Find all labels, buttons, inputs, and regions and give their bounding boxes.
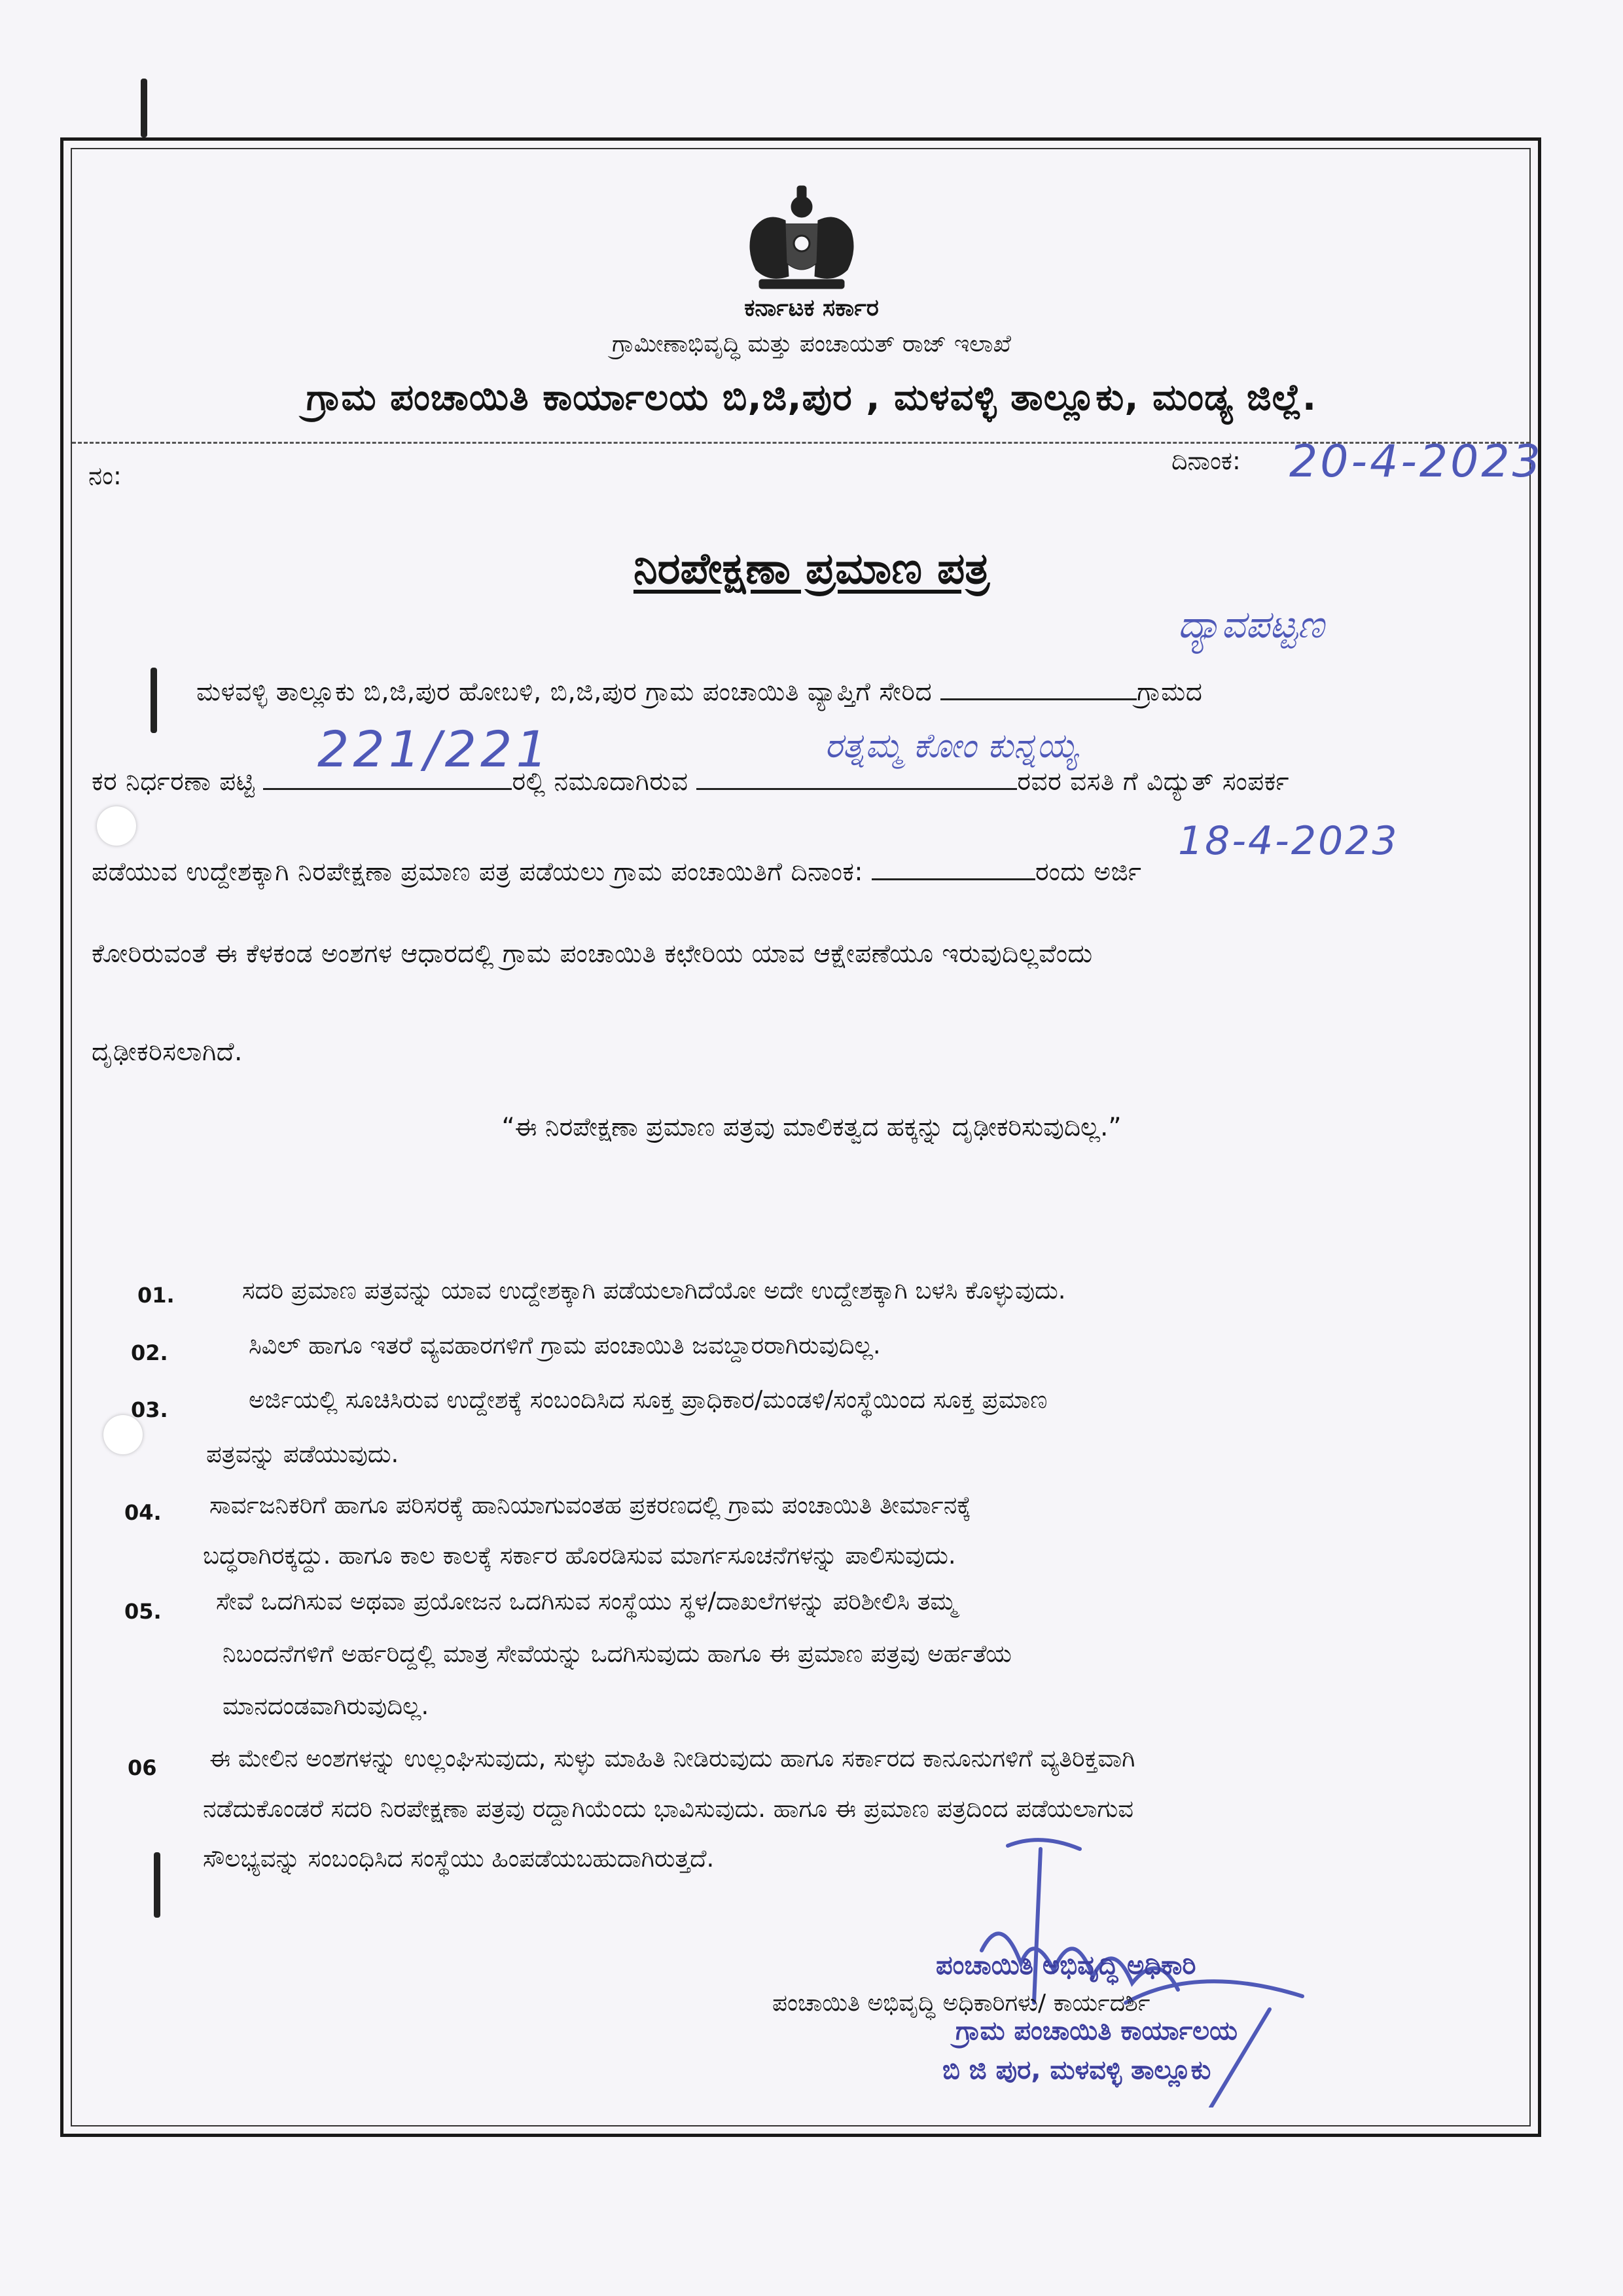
body-line-3 bbox=[92, 857, 1141, 887]
ownership-disclaimer: “ಈ ನಿರಪೇಕ್ಷಣಾ ಪ್ರಮಾಣ ಪತ್ರವು ಮಾಲಿಕತ್ವದ ಹಕ್ಕನ್ನು ದೃಢೀಕರಿಸುವುದಿಲ್ಲ.” bbox=[501, 1113, 1122, 1142]
condition-line: ಪತ್ರವನ್ನು ಪಡೆಯುವುದು. bbox=[206, 1440, 399, 1468]
office-name: ಗ್ರಾಮ ಪಂಚಾಯಿತಿ ಕಾರ್ಯಾಲಯ ಬಿ,ಜಿ,ಪುರ , ಮಳವಳ್ಳಿ ತಾಲ್ಲೂಕು, ಮಂಡ್ಯ ಜಿಲ್ಲೆ. bbox=[306, 376, 1317, 419]
condition-line: ಸದರಿ ಪ್ರಮಾಣ ಪತ್ರವನ್ನು ಯಾವ ಉದ್ದೇಶಕ್ಕಾಗಿ ಪಡೆಯಲಾಗಿದೆಯೋ ಅದೇ ಉದ್ದೇಶಕ್ಕಾಗಿ ಬಳಸಿ ಕೊಳ್ಳುವುದು. bbox=[242, 1276, 1066, 1304]
margin-mark bbox=[141, 79, 147, 137]
body-line-2-mid: ರಲ್ಲಿ ನಮೂದಾಗಿರುವ bbox=[512, 767, 688, 797]
application-date-blank bbox=[872, 878, 1035, 880]
assessment-number-handwritten: 221/221 bbox=[317, 720, 552, 778]
body-line-3-prefix: ಪಡೆಯುವ ಉದ್ದೇಶಕ್ಕಾಗಿ ನಿರಪೇಕ್ಷಣಾ ಪ್ರಮಾಣ ಪತ್ರ ಪಡೆಯಲು ಗ್ರಾಮ ಪಂಚಾಯಿತಿಗೆ ದಿನಾಂಕ: bbox=[92, 857, 864, 887]
body-line-2-prefix: ಕರ ನಿರ್ಧರಣಾ ಪಟ್ಟಿ bbox=[92, 767, 255, 797]
body-line-4: ಕೋರಿರುವಂತೆ ಈ ಕೆಳಕಂಡ ಅಂಶಗಳ ಆಧಾರದಲ್ಲಿ ಗ್ರಾಮ ಪಂಚಾಯಿತಿ ಕಛೇರಿಯ ಯಾವ ಆಕ್ಷೇಪಣೆಯೂ ಇರುವುದಿಲ್ಲವೆಂದು bbox=[92, 939, 1093, 969]
condition-number: 02. bbox=[131, 1340, 168, 1365]
state-emblem-icon bbox=[740, 185, 864, 296]
condition-number: 01. bbox=[137, 1283, 175, 1308]
stamp-officer-title: ಪಂಚಾಯಿತಿ ಅಭಿವೃದ್ಧಿ ಅಧಿಕಾರಿ bbox=[936, 1950, 1196, 1981]
condition-line: ನಡೆದುಕೊಂಡರೆ ಸದರಿ ನಿರಪೇಕ್ಷಣಾ ಪತ್ರವು ರದ್ದಾಗಿಯೆಂದು ಭಾವಿಸುವುದು. ಹಾಗೂ ಈ ಪ್ರಮಾಣ ಪತ್ರದಿಂದ ಪಡೆಯಲಾಗುವ bbox=[203, 1795, 1133, 1823]
officer-designation: ಪಂಚಾಯಿತಿ ಅಭಿವೃದ್ಧಿ ಅಧಿಕಾರಿಗಳು/ ಕಾರ್ಯದರ್ಶಿ bbox=[772, 1990, 1150, 2017]
body-line-3-suffix: ರಂದು ಅರ್ಜಿ bbox=[1035, 857, 1142, 887]
village-name-handwritten: ದ್ಯಾವಪಟ್ಟಣ bbox=[1178, 602, 1325, 647]
condition-line: ಬದ್ಧರಾಗಿರಕ್ಕದ್ದು. ಹಾಗೂ ಕಾಲ ಕಾಲಕ್ಕೆ ಸರ್ಕಾರ ಹೊರಡಿಸುವ ಮಾರ್ಗಸೂಚನೆಗಳನ್ನು ಪಾಲಿಸುವುದು. bbox=[203, 1541, 956, 1570]
owner-name-handwritten: ರತ್ನಮ್ಮ ಕೋಂ ಕುನ್ನಯ್ಯ bbox=[825, 726, 1079, 766]
application-date-handwritten: 18-4-2023 bbox=[1178, 818, 1399, 864]
body-line-1-text: ಮಳವಳ್ಳಿ ತಾಲ್ಲೂಕು ಬಿ,ಜಿ,ಪುರ ಹೋಬಳಿ, ಬಿ,ಜಿ,ಪುರ ಗ್ರಾಮ ಪಂಚಾಯಿತಿ ವ್ಯಾಪ್ತಿಗೆ ಸೇರಿದ bbox=[196, 677, 933, 707]
condition-number: 04. bbox=[124, 1500, 162, 1525]
condition-line: ಮಾನದಂಡವಾಗಿರುವುದಿಲ್ಲ. bbox=[223, 1692, 429, 1720]
department-name: ಗ್ರಾಮೀಣಾಭಿವೃದ್ಧಿ ಮತ್ತು ಪಂಚಾಯತ್ ರಾಜ್ ಇಲಾಖೆ bbox=[612, 331, 1011, 357]
condition-number: 05. bbox=[124, 1599, 162, 1624]
condition-line: ಸಿವಿಲ್ ಹಾಗೂ ಇತರೆ ವ್ಯವಹಾರಗಳಿಗೆ ಗ್ರಾಮ ಪಂಚಾಯಿತಿ ಜವಬ್ದಾರರಾಗಿರುವುದಿಲ್ಲ. bbox=[249, 1331, 881, 1359]
body-line-5: ದೃಢೀಕರಿಸಲಾಗಿದೆ. bbox=[92, 1037, 243, 1067]
body-line-1-suffix: ಗ್ರಾಮದ bbox=[1137, 677, 1203, 707]
condition-line: ಸೇವೆ ಒದಗಿಸುವ ಅಥವಾ ಪ್ರಯೋಜನ ಒದಗಿಸುವ ಸಂಸ್ಥೆಯು ಸ್ಥಳ/ದಾಖಲೆಗಳನ್ನು ಪರಿಶೀಲಿಸಿ ತಮ್ಮ bbox=[216, 1587, 957, 1615]
owner-blank bbox=[696, 788, 1017, 790]
condition-line: ಸೌಲಭ್ಯವನ್ನು ಸಂಬಂಧಿಸಿದ ಸಂಸ್ಥೆಯು ಹಿಂಪಡೆಯಬಹುದಾಗಿರುತ್ತದೆ. bbox=[203, 1844, 715, 1873]
body-line-2 bbox=[92, 767, 1289, 797]
condition-number: 06 bbox=[128, 1755, 157, 1780]
date-label: ದಿನಾಂಕ: bbox=[1171, 446, 1241, 475]
body-line-2-suffix: ರವರ ವಸತಿ ಗೆ ವಿದ್ಯುತ್ ಸಂಪರ್ಕ bbox=[1017, 767, 1290, 797]
stamp-office-location: ಬಿ ಜಿ ಪುರ, ಮಳವಳ್ಳಿ ತಾಲ್ಲೂಕು bbox=[942, 2055, 1211, 2085]
body-line-1 bbox=[196, 677, 1202, 707]
government-name: ಕರ್ನಾಟಕ ಸರ್ಕಾರ bbox=[744, 295, 879, 321]
document-title: ನಿರಪೇಕ್ಷಣಾ ಪ್ರಮಾಣ ಪತ್ರ bbox=[633, 543, 990, 594]
number-label: ನಂ: bbox=[88, 461, 122, 490]
issue-date: 20-4-2023 bbox=[1289, 436, 1543, 488]
condition-line: ಅರ್ಜಿಯಲ್ಲಿ ಸೂಚಿಸಿರುವ ಉದ್ದೇಶಕ್ಕೆ ಸಂಬಂದಿಸಿದ ಸೂಕ್ತ ಪ್ರಾಧಿಕಾರ/ಮಂಡಳಿ/ಸಂಸ್ಥೆಯಿಂದ ಸೂಕ್ತ ಪ್ರಮಾಣ bbox=[249, 1386, 1048, 1414]
condition-line: ಈ ಮೇಲಿನ ಅಂಶಗಳನ್ನು ಉಲ್ಲಂಘಿಸುವುದು, ಸುಳ್ಳು ಮಾಹಿತಿ ನೀಡಿರುವುದು ಹಾಗೂ ಸರ್ಕಾರದ ಕಾನೂನುಗಳಿಗೆ ವ್ಯತಿರಿಕ್ತವಾಗಿ bbox=[209, 1744, 1135, 1772]
stamp-office-name: ಗ್ರಾಮ ಪಂಚಾಯಿತಿ ಕಾರ್ಯಾಲಯ bbox=[955, 2016, 1238, 2046]
condition-line: ಸಾರ್ವಜನಿಕರಿಗೆ ಹಾಗೂ ಪರಿಸರಕ್ಕೆ ಹಾನಿಯಾಗುವಂತಹ ಪ್ರಕರಣದಲ್ಲಿ ಗ್ರಾಮ ಪಂಚಾಯಿತಿ ತೀರ್ಮಾನಕ್ಕೆ bbox=[209, 1491, 971, 1519]
condition-number: 03. bbox=[131, 1397, 168, 1422]
condition-line: ನಿಬಂದನೆಗಳಿಗೆ ಅರ್ಹರಿದ್ದಲ್ಲಿ ಮಾತ್ರ ಸೇವೆಯನ್ನು ಒದಗಿಸುವುದು ಹಾಗೂ ಈ ಪ್ರಮಾಣ ಪತ್ರವು ಅರ್ಹತೆಯ bbox=[223, 1640, 1012, 1668]
assessment-blank bbox=[263, 788, 512, 790]
village-blank bbox=[940, 698, 1137, 700]
